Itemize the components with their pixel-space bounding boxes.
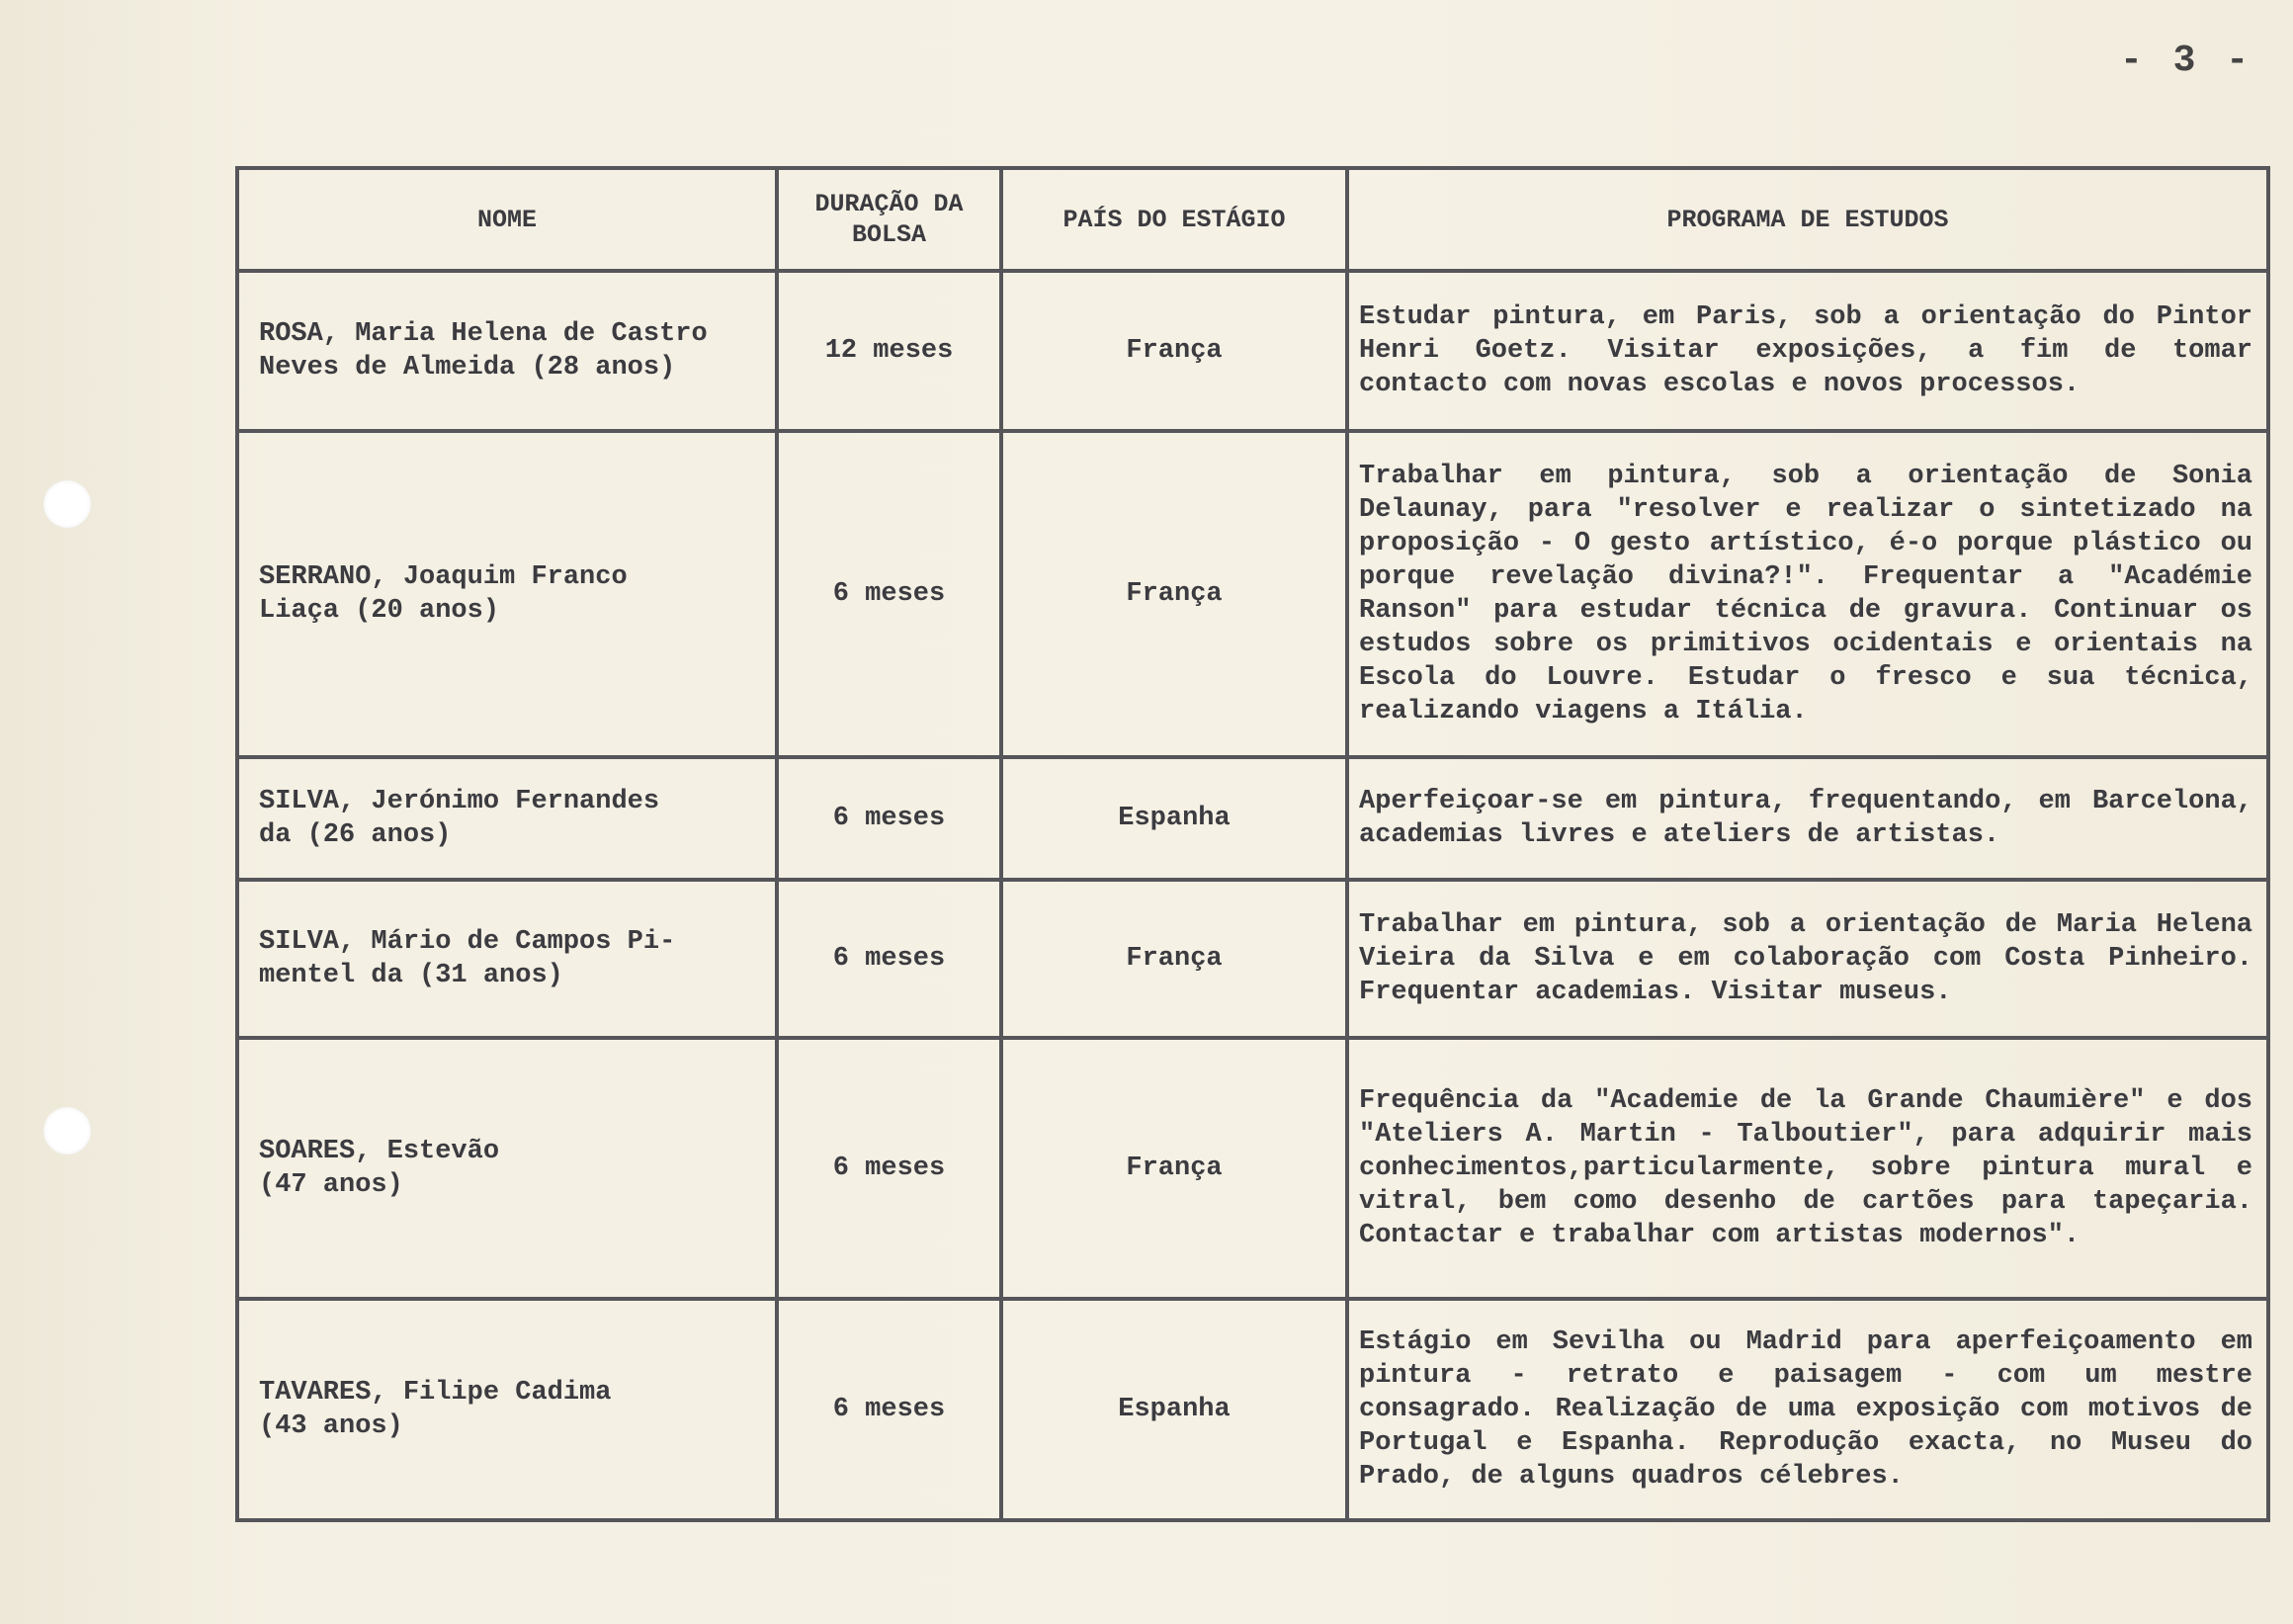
cell-name: SILVA, Jerónimo Fernandes da (26 anos) [237, 757, 777, 880]
cell-program: Estudar pintura, em Paris, sob a orientação do Pintor Henri Goetz. Visitar exposições, a fim de tomar contacto com novas escolas e novos processos. [1347, 271, 2268, 431]
cell-duration: 6 meses [777, 880, 1001, 1038]
cell-name: SERRANO, Joaquim Franco Liaça (20 anos) [237, 431, 777, 757]
header-name: NOME [237, 168, 777, 271]
table-row [237, 431, 2268, 757]
cell-name: SILVA, Mário de Campos Pi- mentel da (31 anos) [237, 880, 777, 1038]
punch-hole [43, 1107, 91, 1154]
table-row [237, 1299, 2268, 1520]
cell-program: Estágio em Sevilha ou Madrid para aperfeiçoamento em pintura - retrato e paisagem - com um mestre consagrado. Realização de uma exposição com motivos de Portugal e Espanha. Reprodução exacta, no Museu do Prado, de alguns quadros célebres. [1347, 1299, 2268, 1520]
punch-hole [43, 480, 91, 528]
cell-country: Espanha [1001, 1299, 1347, 1520]
cell-duration: 6 meses [777, 757, 1001, 880]
cell-name: ROSA, Maria Helena de Castro Neves de Almeida (28 anos) [237, 271, 777, 431]
header-duration: DURAÇÃO DA BOLSA [777, 168, 1001, 271]
header-country: PAÍS DO ESTÁGIO [1001, 168, 1347, 271]
cell-program: Trabalhar em pintura, sob a orientação de Maria Helena Vieira da Silva e em colaboração com Costa Pinheiro. Frequentar academias. Visitar museus. [1347, 880, 2268, 1038]
cell-program: Aperfeiçoar-se em pintura, frequentando, em Barcelona, academias livres e ateliers de artistas. [1347, 757, 2268, 880]
cell-name: SOARES, Estevão (47 anos) [237, 1038, 777, 1299]
cell-country: França [1001, 431, 1347, 757]
cell-name: TAVARES, Filipe Cadima (43 anos) [237, 1299, 777, 1520]
cell-country: França [1001, 271, 1347, 431]
table-row [237, 1038, 2268, 1299]
cell-country: França [1001, 1038, 1347, 1299]
cell-duration: 6 meses [777, 1299, 1001, 1520]
header-program: PROGRAMA DE ESTUDOS [1347, 168, 2268, 271]
table-header-row [237, 168, 2268, 271]
cell-duration: 6 meses [777, 1038, 1001, 1299]
page-number: - 3 - [2120, 40, 2253, 82]
cell-program: Trabalhar em pintura, sob a orientação de Sonia Delaunay, para "resolver e realizar o sintetizado na proposição - O gesto artístico, é-o porque plástico ou porque revelação divina?!". Frequentar a "Académie Ranson" para estudar técnica de gravura. Continuar os estudos sobre os primitivos ocidentais e orientais na Escola do Louvre. Estudar o fresco e sua técnica, realizando viagens a Itália. [1347, 431, 2268, 757]
table-row [237, 757, 2268, 880]
table-row [237, 271, 2268, 431]
cell-program: Frequência da "Academie de la Grande Chaumière" e dos "Ateliers A. Martin - Talboutier", para adquirir mais conhecimentos,particularmente, sobre pintura mural e vitral, bem como desenho de cartões para tapeçaria. Contactar e trabalhar com artistas modernos". [1347, 1038, 2268, 1299]
cell-duration: 12 meses [777, 271, 1001, 431]
cell-duration: 6 meses [777, 431, 1001, 757]
table-row [237, 880, 2268, 1038]
grants-table [235, 166, 2270, 1522]
cell-country: França [1001, 880, 1347, 1038]
cell-country: Espanha [1001, 757, 1347, 880]
